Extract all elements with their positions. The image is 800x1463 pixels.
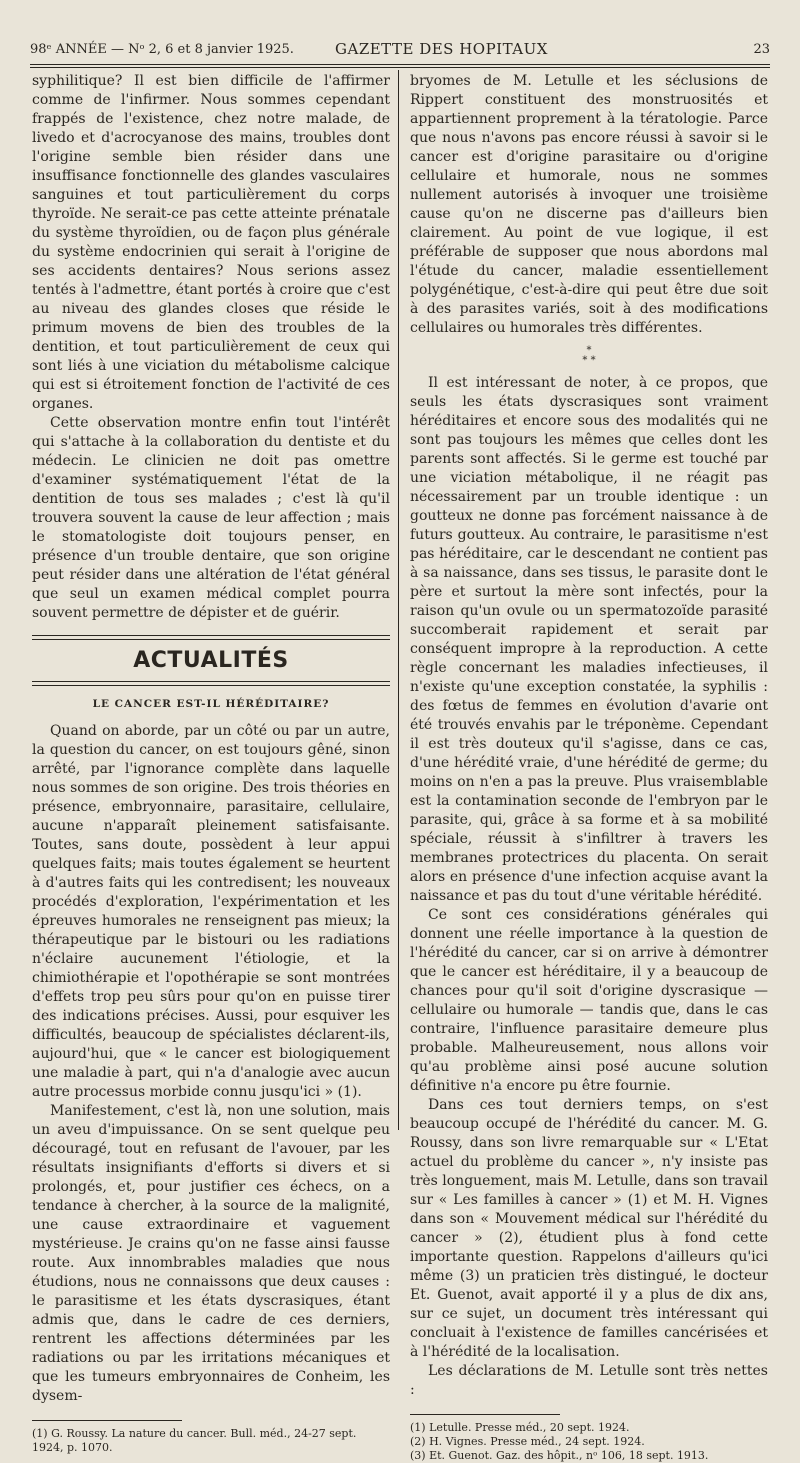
left-column	[32, 72, 390, 1455]
asterism-top: *	[586, 345, 592, 356]
article-title: LE CANCER EST-IL HÉRÉDITAIRE?	[92, 698, 330, 710]
page-header	[30, 34, 770, 62]
section-heading: ACTUALITÉS	[133, 648, 289, 673]
footnote-1: (1) Letulle. Presse méd., 20 sept. 1924.	[410, 1421, 630, 1434]
paragraph-manifestement: Manifestement, c'est là, non une solution, mais un aveu d'impuissance. On se sent quelque peu découragé, tout en refusant de l'avouer, par les résultats insignifiants d'efforts si divers et si prolongés, et, pour justifier ces échecs, on a tendance à chercher, à la source de la malignité, une cause extraordinaire et vaguement mystérieuse. Je crains qu'on ne fasse ainsi fausse route. Aux innombrables maladies que nous étudions, nous ne connaissons que deux causes : le parasitisme et les états dyscrasiques, étant admis que, dans le cadre de ces derniers, rentrent les affections déterminées par les radiations ou par les irritations mécaniques et que les tumeurs embryonnaires de Conheim, les dysem-	[32, 1103, 390, 1404]
paragraph-quand: Quand on aborde, par un côté ou par un autre, la question du cancer, on est toujours gêné, sinon arrêté, par l'ignorance complète dans laquelle nous sommes de son origine. Des trois théories en présence, embryonnaire, parasitaire, cellulaire, aucune n'apparaît pleinement satisfaisante. Toutes, sans doute, possèdent à leur appui quelques faits; mais toutes également se heurtent à d'autres faits qui les contredisent; les nouveaux procédés d'exploration, l'expérimentation et les épreuves humorales ne renseignent pas mieux; la thérapeutique par le bistouri ou les radiations n'éclaire aucunement l'étiologie, et la chimiothérapie et l'opothérapie se sont montrées d'effets trop peu sûrs pour qu'on en puisse tirer des indications précises. Aussi, pour esquiver les difficultés, beaucoup de spécialistes déclarent-ils, aujourd'hui, que « le cancer est biologiquement une maladie à part, qui n'a d'analogie avec aucun autre processus morbide connu jusqu'ici » (1).	[32, 723, 390, 1100]
right-column	[410, 72, 768, 1463]
paragraph-declarations: Les déclarations de M. Letulle sont très nettes :	[410, 1363, 768, 1398]
header-rule-top	[30, 64, 770, 65]
header-rule-bottom	[30, 67, 770, 68]
paragraph-bryomes: bryomes de M. Letulle et les séclusions de Rippert constituent des monstruosités et appartiennent proprement à la tératologie. Parce que nous n'avons pas encore réussi à savoir si le cancer est d'origine parasitaire ou d'origine cellulaire et humorale, nous ne sommes nullement autorisés à invoquer une troisième cause qu'on ne discerne pas d'ailleurs bien clairement. Au point de vue logique, il est préférable de supposer que nous abordons mal l'étude du cancer, maladie essentiellement polygénétique, c'est-à-dire qui peut être due soit à des parasites variés, soit à des modifications cellulaires ou humorales très différentes.	[410, 73, 768, 336]
paragraph-interessant: Il est intéressant de noter, à ce propos, que seuls les états dyscrasiques sont vraiment héréditaires et encore sous des modalités qui ne sont pas toujours les mêmes que celles dont les parents sont affectés. Si le germe est touché par une viciation métabolique, il ne réagit pas nécessairement par un trouble identique : un goutteux ne donne pas forcément naissance à de futurs goutteux. Au contraire, le parasitisme n'est pas héréditaire, car le descendant ne contient pas à sa naissance, dans ses tissus, le parasite dont le père et surtout la mère sont infectés, pour la raison qu'un ovule ou un spermatozoïde parasité succomberait rapidement et serait par conséquent impropre à la reproduction. A cette règle concernant les maladies infectieuses, il n'existe qu'une exception constatée, la syphilis : des fœtus de femmes en évolution d'avarie ont été trouvés envahis par le tréponème. Cependant il est très douteux qu'il s'agisse, dans ce cas, d'une hérédité vraie, d'une hérédité de germe; du moins on n'en a pas la preuve. Plus vraisemblable est la contamination seconde de l'embryon par le parasite, qui, grâce à sa forme et à sa mobilité spéciale, réussit à s'infiltrer à travers les membranes protectrices du placenta. On serait alors en présence d'une infection acquise avant la naissance et pas du tout d'une véritable hérédité.	[410, 375, 768, 904]
column-divider	[398, 70, 399, 1130]
footnote-2: (2) H. Vignes. Presse méd., 24 sept. 1924.	[410, 1435, 645, 1448]
paragraph-intro: syphilitique? Il est bien difficile de l'affirmer comme de l'infirmer. Nous sommes cependant frappés de l'existence, chez notre malade, de livedo et d'acrocyanose des mains, troubles dont l'origine semble bien résider dans une insuffisance fonctionnelle des glandes vasculaires sanguines et tout particulièrement du corps thyroïde. Ne serait-ce pas cette atteinte prénatale du système thyroïdien, ou de façon plus générale du système endocrinien qui serait à l'origine de ses accidents dentaires? Nous serions assez tentés à l'admettre, étant portés à croire que c'est au niveau des glandes closes que réside le primum movens de bien des troubles de la dentition, et tout particulièrement de ceux qui sont liés à une viciation du métabolisme calcique qui est si étroitement fonction de l'activité de ces organes.	[32, 73, 390, 412]
page-number: 23	[753, 42, 770, 57]
asterism-bottom: * *	[582, 355, 596, 366]
footnote-3: (3) Et. Guenot. Gaz. des hôpit., nᵒ 106, 18 sept. 1913.	[410, 1449, 709, 1462]
paragraph-observation: Cette observation montre enfin tout l'intérêt qui s'attache à la collaboration du dentiste et du médecin. Le clinicien ne doit pas omettre d'examiner systématiquement l'état de la dentition de tous ses malades ; c'est là qu'il trouvera souvent la cause de leur affection ; mais le stomatologiste doit toujours penser, en présence d'un trouble dentaire, que son origine peut résider dans une altération de l'état général que seul un examen médical complet pourra souvent permettre de dépister et de guérir.	[32, 415, 390, 621]
footnote: (1) G. Roussy. La nature du cancer. Bull. méd., 24-27 sept. 1924, p. 1070.	[32, 1427, 357, 1454]
journal-title: GAZETTE DES HOPITAUX	[335, 40, 548, 58]
paragraph-derniers-temps: Dans ces tout derniers temps, on s'est beaucoup occupé de l'hérédité du cancer. M. G. Roussy, dans son livre remarquable sur « L'Etat actuel du problème du cancer », n'y insiste pas très longuement, mais M. Letulle, dans son travail sur « Les familles à cancer » (1) et M. H. Vignes dans son « Mouvement médical sur l'hérédité du cancer » (2), étudient plus à fond cette importante question. Rappelons d'ailleurs qu'ici même (3) un praticien très distingué, le docteur Et. Guenot, avait apporté il y a plus de dix ans, sur ce sujet, un document très intéressant qui concluait à l'existence de familles cancérisées et à l'hérédité de la localisation.	[410, 1097, 768, 1360]
issue-info: 98ᵉ ANNÉE — Nᵒ 2, 6 et 8 janvier 1925.	[30, 42, 294, 57]
paragraph-considerations: Ce sont ces considérations générales qui donnent une réelle importance à la question de l'hérédité du cancer, car si on arrive à démontrer que le cancer est héréditaire, il y a beaucoup de chances pour qu'il soit d'origine dyscrasique — cellulaire ou humorale — tandis que, dans le cas contraire, l'influence parasitaire demeure plus probable. Malheureusement, nous allons voir qu'au problème ainsi posé aucune solution définitive n'a encore pu être fournie.	[410, 907, 768, 1094]
